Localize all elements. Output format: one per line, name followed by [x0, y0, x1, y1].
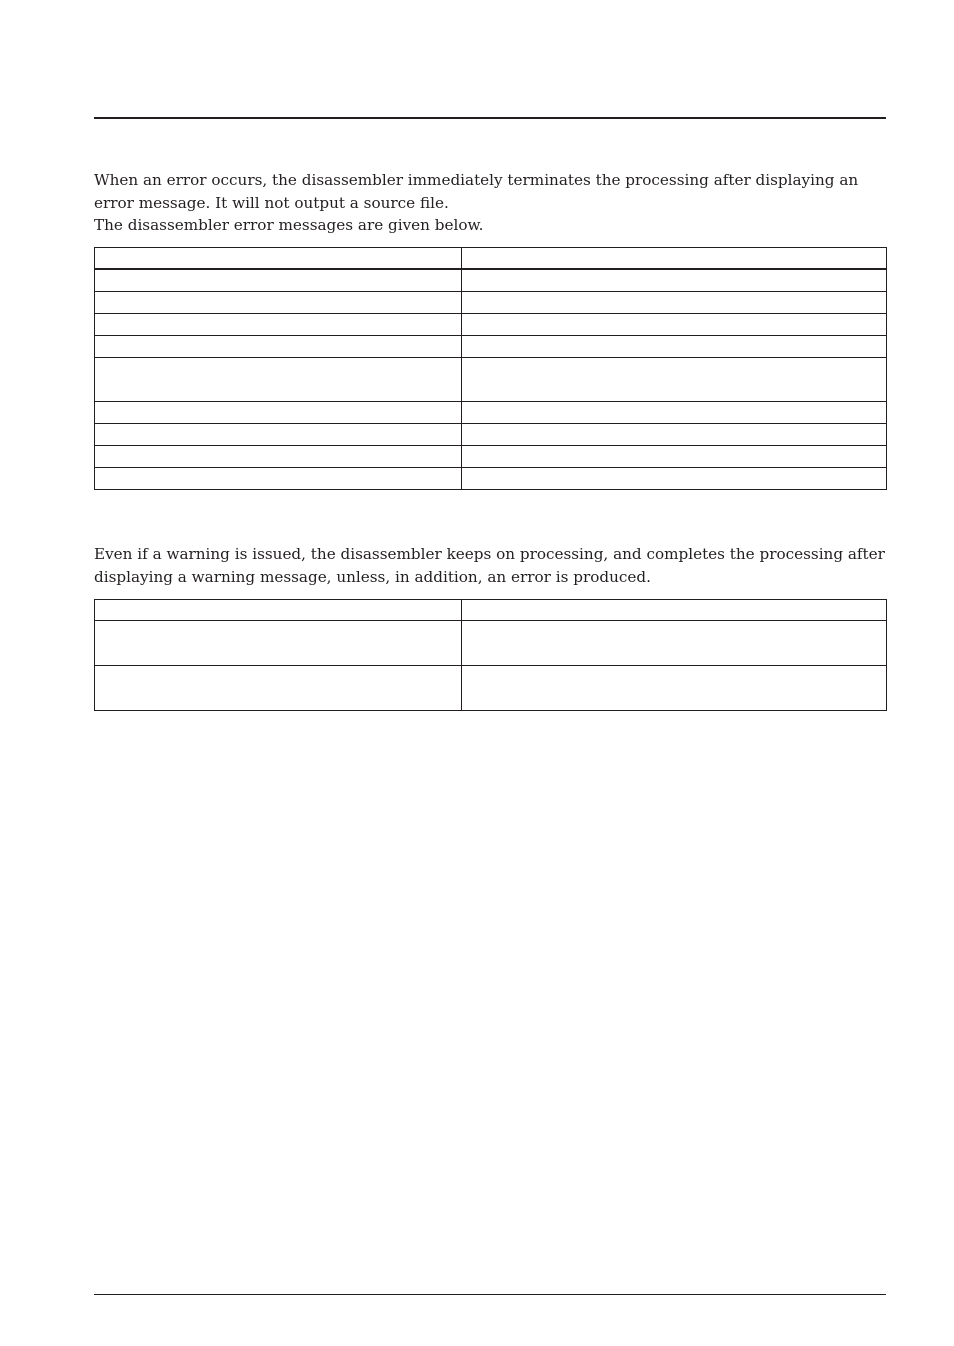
table-cell — [462, 336, 887, 358]
header-rule — [94, 117, 886, 119]
table-row — [95, 424, 887, 446]
table-row — [95, 269, 887, 292]
table-cell — [95, 600, 462, 621]
error-messages-table — [94, 247, 887, 490]
warnings-intro-text: Even if a warning is issued, the disassembler keeps on processing, and completes the processing after displaying a warning message, unless, in addition, an error is produced. — [94, 545, 885, 586]
table-header-row — [95, 248, 887, 270]
table-cell — [462, 666, 887, 711]
table-cell — [95, 248, 462, 270]
table-cell — [462, 621, 887, 666]
table-row — [95, 292, 887, 314]
table-row — [95, 621, 887, 666]
table-header-row — [95, 600, 887, 621]
table-cell — [95, 446, 462, 468]
table-cell — [95, 666, 462, 711]
table-cell — [462, 248, 887, 270]
table-row — [95, 336, 887, 358]
table-row — [95, 468, 887, 490]
table-cell — [462, 468, 887, 490]
footer-rule — [94, 1294, 886, 1295]
table-cell — [95, 468, 462, 490]
table-row — [95, 314, 887, 336]
table-cell — [95, 336, 462, 358]
table-cell — [95, 621, 462, 666]
table-row — [95, 402, 887, 424]
errors-intro — [94, 169, 886, 237]
table-cell — [462, 402, 887, 424]
warning-messages-table — [94, 599, 887, 711]
table-cell — [462, 424, 887, 446]
errors-intro-text: When an error occurs, the disassembler immediately terminates the processing after displaying an error message. It will not output a source file. — [94, 171, 859, 212]
table-cell — [462, 600, 887, 621]
table-cell — [95, 292, 462, 314]
table-row — [95, 358, 887, 402]
table-cell — [462, 292, 887, 314]
errors-intro-text-2: The disassembler error messages are given below. — [94, 216, 484, 234]
table-cell — [462, 314, 887, 336]
table-row — [95, 666, 887, 711]
table-row — [95, 446, 887, 468]
table-cell — [95, 358, 462, 402]
table-cell — [95, 424, 462, 446]
table-cell — [95, 269, 462, 292]
table-cell — [462, 358, 887, 402]
table-cell — [95, 402, 462, 424]
table-cell — [462, 269, 887, 292]
table-cell — [95, 314, 462, 336]
table-cell — [462, 446, 887, 468]
warnings-intro — [94, 543, 886, 588]
